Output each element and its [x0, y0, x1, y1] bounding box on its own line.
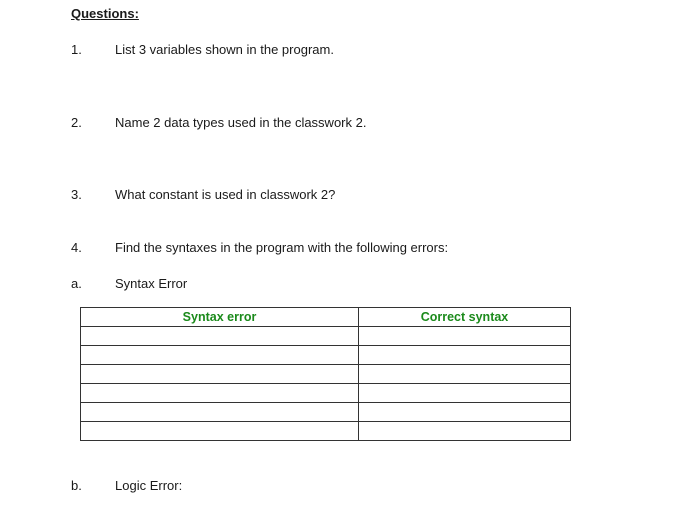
question-3: [71, 187, 335, 202]
question-number: a.: [71, 276, 82, 291]
question-text: Syntax Error: [115, 276, 188, 291]
question-4: [71, 240, 448, 255]
question-text: Name 2 data types used in the classwork 2.: [115, 115, 367, 130]
table-cell[interactable]: [359, 365, 571, 384]
table-row: [81, 384, 571, 403]
table-cell[interactable]: [359, 346, 571, 365]
table-header-row: [81, 308, 571, 327]
question-number: 2.: [71, 115, 82, 130]
table-cell[interactable]: [81, 365, 359, 384]
question-number: 4.: [71, 240, 82, 255]
table-row: [81, 422, 571, 441]
table-cell[interactable]: [359, 327, 571, 346]
table-row: [81, 365, 571, 384]
header-syntax-error: Syntax error: [81, 308, 359, 327]
table-cell[interactable]: [359, 403, 571, 422]
table-cell[interactable]: [81, 327, 359, 346]
table-cell[interactable]: [81, 384, 359, 403]
table-row: [81, 327, 571, 346]
question-text: What constant is used in classwork 2?: [115, 187, 336, 202]
question-number: 3.: [71, 187, 82, 202]
question-number: b.: [71, 478, 82, 493]
questions-heading: Questions:: [71, 6, 139, 21]
header-correct-syntax: Correct syntax: [359, 308, 571, 327]
table-row: [81, 403, 571, 422]
question-text: Find the syntaxes in the program with the following errors:: [115, 240, 449, 255]
syntax-error-table: [80, 307, 571, 441]
sub-question-b: [71, 478, 182, 493]
question-number: 1.: [71, 42, 82, 57]
table-cell[interactable]: [81, 422, 359, 441]
question-text: List 3 variables shown in the program.: [115, 42, 334, 57]
table-cell[interactable]: [81, 346, 359, 365]
table-cell[interactable]: [81, 403, 359, 422]
table-cell[interactable]: [359, 422, 571, 441]
question-text: Logic Error:: [115, 478, 183, 493]
sub-question-a: [71, 276, 187, 291]
question-1: [71, 42, 334, 57]
question-2: [71, 115, 366, 130]
table-cell[interactable]: [359, 384, 571, 403]
table-row: [81, 346, 571, 365]
